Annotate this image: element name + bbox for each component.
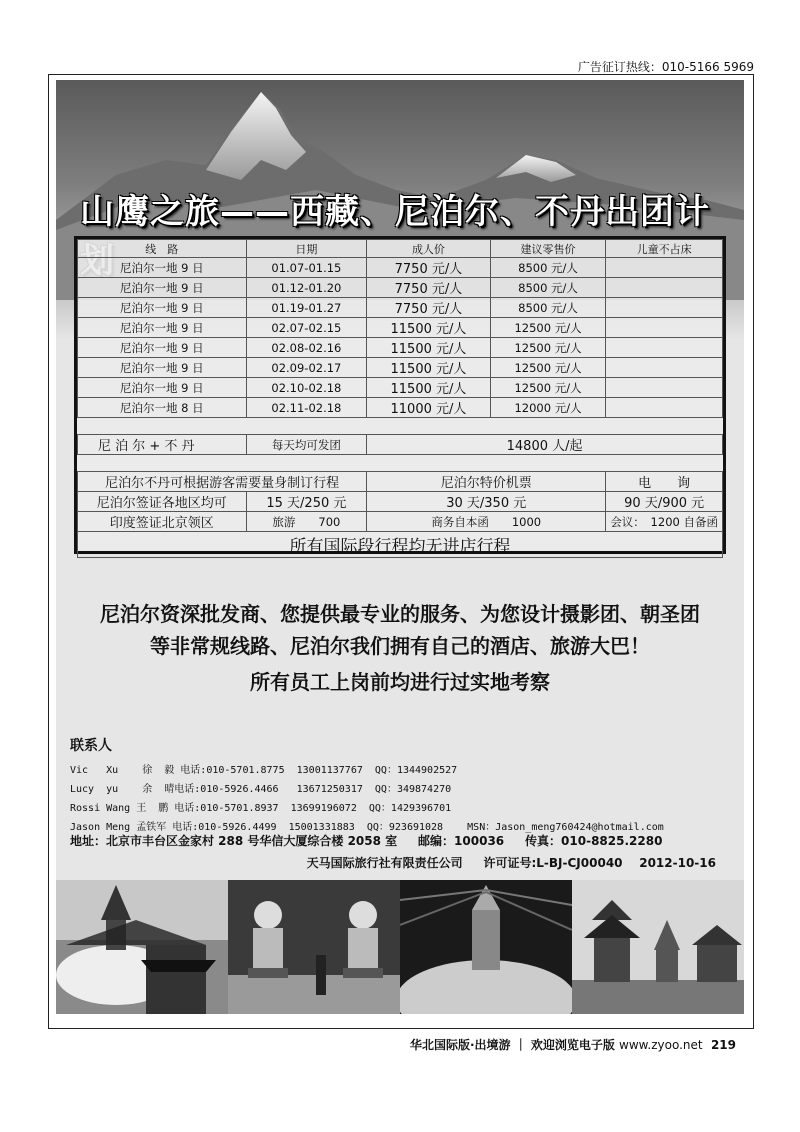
retail-price-cell: 12500 元/人 <box>490 378 606 398</box>
advertisement <box>56 80 744 880</box>
company-address: 地址：北京市丰台区金家村 288 号华信大厦综合楼 2058 室 邮编：100036 传真：010-8825.2280 <box>70 834 663 848</box>
slogan-line-3: 所有员工上岗前均进行过实地考察 <box>250 670 550 694</box>
adult-price-cell: 11500 元/人 <box>367 318 491 338</box>
contact-vic-xu: Vic Xu 徐 毅 电话:010-5701.8775 13001137767 QQ：1344902527 <box>70 765 458 776</box>
contact-lucy-yu: Lucy yu 余 晴电话:010-5926.4466 13671250317 QQ：349874270 <box>70 784 452 795</box>
date-cell: 02.08-02.16 <box>246 338 367 358</box>
contact-heading: 联系人 <box>70 738 112 754</box>
india-visa-business: 商务自本函 1000 <box>367 512 606 532</box>
route-cell: 尼泊尔一地 9 日 <box>78 278 247 298</box>
date-cell: 02.09-02.17 <box>246 358 367 378</box>
india-visa-tourist: 旅游 700 <box>246 512 367 532</box>
visa-30-days: 30 天/350 元 <box>367 492 606 512</box>
table-header <box>78 240 723 258</box>
durbar-square-photo <box>572 880 744 1014</box>
header-retail-price: 建议零售价 <box>490 240 606 258</box>
retail-price-cell: 8500 元/人 <box>490 278 606 298</box>
bhutan-route: 尼 泊 尔 + 不 丹 <box>78 435 247 455</box>
route-cell: 尼泊尔一地 9 日 <box>78 378 247 398</box>
visa-15-days: 15 天/250 元 <box>246 492 367 512</box>
header-adult-price: 成人价 <box>367 240 491 258</box>
date-cell: 02.11-02.18 <box>246 398 367 418</box>
magazine-name: 华北国际版·出境游 ｜ 欢迎浏览电子版 <box>409 1038 620 1052</box>
tour-schedule-table <box>74 236 726 557</box>
special-airfare: 尼泊尔特价机票 <box>367 472 606 492</box>
ad-title: 山鹰之旅——西藏、尼泊尔、不丹出团计 <box>80 192 710 232</box>
child-cell <box>606 318 723 338</box>
route-cell: 尼泊尔一地 9 日 <box>78 358 247 378</box>
visa-90-days: 90 天/900 元 <box>606 492 723 512</box>
retail-price-cell: 12500 元/人 <box>490 318 606 338</box>
slogan-line-2: 等非常规线路、尼泊尔我们拥有自己的酒店、旅游大巴！ <box>150 634 650 658</box>
adult-price-cell: 7750 元/人 <box>367 298 491 318</box>
header-child-no-bed: 儿童不占床 <box>606 240 723 258</box>
page-number: 219 <box>702 1038 736 1052</box>
page-footer <box>410 1036 736 1053</box>
contact-jason-meng: Jason Meng 孟铁军 电话:010-5926.4499 15001331883 QQ：923691028 MSN：Jason_meng760424@hotmail.com <box>70 822 664 833</box>
spacer-row <box>78 455 723 472</box>
no-shopping-row <box>78 532 723 558</box>
date-cell: 01.19-01.27 <box>246 298 367 318</box>
child-cell <box>606 278 723 298</box>
stupa-temple-photo <box>56 880 228 1014</box>
retail-price-cell: 8500 元/人 <box>490 298 606 318</box>
child-cell <box>606 398 723 418</box>
table-row <box>78 338 723 358</box>
service-row <box>78 472 723 492</box>
slogan-line-1: 尼泊尔资深批发商、您提供最专业的服务、为您设计摄影团、朝圣团 <box>100 602 700 626</box>
photo-strip <box>56 880 744 1014</box>
child-cell <box>606 298 723 318</box>
child-cell <box>606 358 723 378</box>
table-row <box>78 358 723 378</box>
adult-price-cell: 11500 元/人 <box>367 378 491 398</box>
table-row <box>78 278 723 298</box>
bhutan-schedule: 每天均可发团 <box>246 435 367 455</box>
india-visa-conference: 会议： 1200 自备函 <box>606 512 723 532</box>
route-cell: 尼泊尔一地 8 日 <box>78 398 247 418</box>
bhutan-row <box>78 435 723 455</box>
spacer-row <box>78 418 723 435</box>
call-inquiry: 电 询 <box>606 472 723 492</box>
adult-price-cell: 11500 元/人 <box>367 358 491 378</box>
adult-price-cell: 7750 元/人 <box>367 258 491 278</box>
table-row <box>78 378 723 398</box>
date-cell: 02.10-02.18 <box>246 378 367 398</box>
date-cell: 02.07-02.15 <box>246 318 367 338</box>
child-cell <box>606 338 723 358</box>
adult-price-cell: 11500 元/人 <box>367 338 491 358</box>
ad-hotline: 广告征订热线：010-5166 5969 <box>577 60 754 74</box>
route-cell: 尼泊尔一地 9 日 <box>78 338 247 358</box>
retail-price-cell: 12500 元/人 <box>490 358 606 378</box>
route-cell: 尼泊尔一地 9 日 <box>78 258 247 278</box>
custom-itinerary: 尼泊尔不丹可根据游客需要量身制订行程 <box>78 472 367 492</box>
india-visa-label: 印度签证北京领区 <box>78 512 247 532</box>
table-row <box>78 298 723 318</box>
date-cell: 01.12-01.20 <box>246 278 367 298</box>
company-license: 天马国际旅行社有限责任公司 许可证号:L-BJ-CJ00040 2012-10-16 <box>306 856 716 870</box>
child-cell <box>606 258 723 278</box>
retail-price-cell: 12000 元/人 <box>490 398 606 418</box>
nepal-visa-label: 尼泊尔签证各地区均可 <box>78 492 247 512</box>
table-row <box>78 398 723 418</box>
prayer-flags-stupa-photo <box>400 880 572 1014</box>
website-link[interactable]: www.zyoo.net <box>619 1038 703 1052</box>
service-row <box>78 512 723 532</box>
table-row <box>78 318 723 338</box>
route-cell: 尼泊尔一地 9 日 <box>78 298 247 318</box>
child-cell <box>606 378 723 398</box>
route-cell: 尼泊尔一地 9 日 <box>78 318 247 338</box>
header-date: 日期 <box>246 240 367 258</box>
retail-price-cell: 8500 元/人 <box>490 258 606 278</box>
service-row <box>78 492 723 512</box>
retail-price-cell: 12500 元/人 <box>490 338 606 358</box>
no-shopping-note: 所有国际段行程均无进店行程 <box>78 532 723 558</box>
table-row <box>78 258 723 278</box>
adult-price-cell: 7750 元/人 <box>367 278 491 298</box>
header-route: 线 路 <box>78 240 247 258</box>
adult-price-cell: 11000 元/人 <box>367 398 491 418</box>
date-cell: 01.07-01.15 <box>246 258 367 278</box>
contact-rossi-wang: Rossi Wang 王 鹏 电话:010-5701.8937 13699196072 QQ：1429396701 <box>70 803 452 814</box>
guardian-statues-photo <box>228 880 400 1014</box>
bhutan-price: 14800 人/起 <box>367 435 723 455</box>
